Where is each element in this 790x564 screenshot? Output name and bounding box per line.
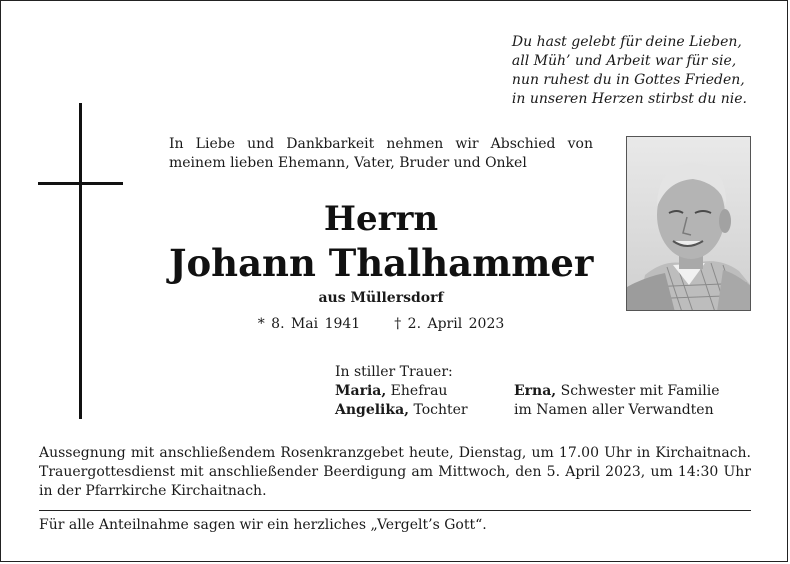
mourner — [514, 401, 720, 420]
mourners-left — [335, 363, 468, 420]
poem — [512, 33, 747, 109]
mourner-relation: Ehefrau — [390, 383, 448, 399]
mourner-relation: im Namen aller Verwandten — [514, 402, 714, 418]
mourners-right — [514, 382, 720, 420]
mourner-name: Erna, — [514, 383, 557, 399]
origin: aus Müllersdorf — [318, 290, 444, 306]
mourner-name: Angelika, — [335, 402, 410, 418]
intro-text: In Liebe und Dankbarkeit nehmen wir Abschied von meinem lieben Ehemann, Vater, Bruder und Onkel — [169, 136, 593, 171]
mourner-name: Maria, — [335, 383, 387, 399]
divider — [39, 510, 751, 511]
deceased-name: Johann Thalhammer — [169, 241, 594, 285]
mourner-relation: Tochter — [413, 402, 468, 418]
salutation: Herrn — [323, 199, 439, 239]
mourner — [514, 382, 720, 401]
mourning-heading: In stiller Trauer: — [335, 364, 453, 380]
thanks-text: Für alle Anteilnahme sagen wir ein herzliches „Vergelt’s Gott“. — [39, 517, 487, 533]
funeral-notice: Aussegnung mit anschließendem Rosenkranzgebet heute, Dienstag, um 17.00 Uhr in Kirchaitnach. Trauergottesdienst mit anschließender Beerdigung am Mittwoch, den 5. April 2023, um 14:30 Uhr in der Pfarrkirche Kirchaitnach. — [39, 445, 751, 499]
mourner — [335, 382, 468, 401]
poem-line: Du hast gelebt für deine Lieben, — [511, 34, 742, 50]
portrait-photo — [626, 136, 751, 311]
birth-date: * 8. Mai 1941 — [257, 316, 361, 332]
poem-line: all Müh’ und Arbeit war für sie, — [511, 53, 737, 69]
death-date: † 2. April 2023 — [394, 316, 505, 332]
cross-horizontal-bar — [38, 182, 123, 185]
life-dates — [169, 316, 593, 332]
mourner — [335, 401, 468, 420]
poem-line: nun ruhest du in Gottes Frieden, — [511, 72, 745, 88]
cross-vertical-bar — [79, 103, 82, 419]
poem-line: in unseren Herzen stirbst du nie. — [511, 91, 747, 107]
mourner-relation: Schwester mit Familie — [560, 383, 720, 399]
